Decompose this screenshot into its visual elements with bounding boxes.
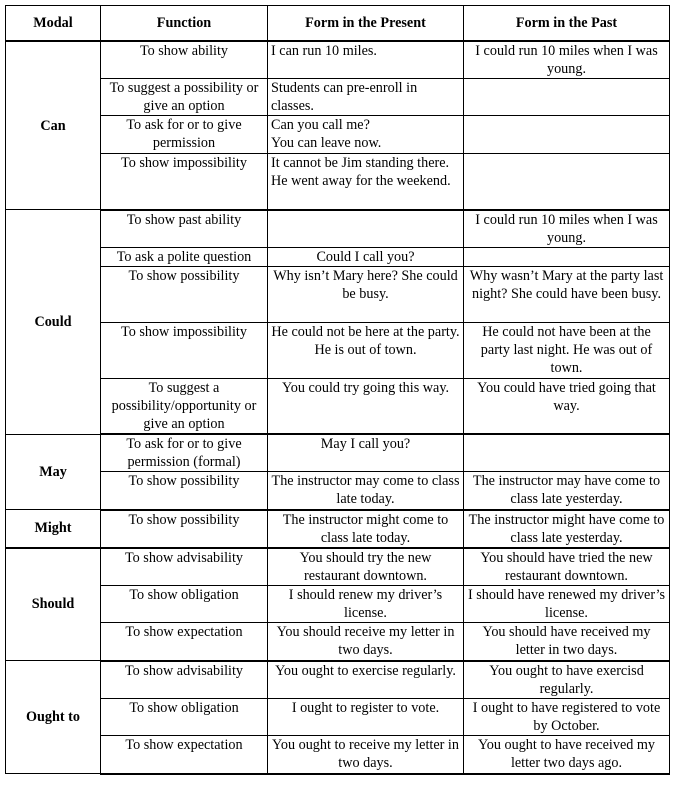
function-cell: To suggest a possibility or give an option [101, 79, 268, 116]
modal-cell: Can [6, 41, 101, 210]
modal-cell: Could [6, 210, 101, 435]
present-cell: May I call you? [268, 434, 464, 472]
present-cell [268, 210, 464, 248]
modal-cell: Ought to [6, 661, 101, 774]
table-row [6, 41, 670, 79]
present-cell: You could try going this way. [268, 378, 464, 434]
function-cell: To show advisability [101, 661, 268, 699]
header-past: Form in the Past [464, 6, 670, 42]
function-cell: To show impossibility [101, 322, 268, 378]
present-cell: Students can pre-enroll in classes. [268, 79, 464, 116]
past-cell: You should have tried the new restaurant downtown. [464, 548, 670, 586]
header-present: Form in the Present [268, 6, 464, 42]
past-cell: Why wasn’t Mary at the party last night? She could have been busy. [464, 266, 670, 322]
function-cell: To show obligation [101, 586, 268, 623]
table-row [6, 378, 670, 434]
header-modal: Modal [6, 6, 101, 42]
present-cell: I ought to register to vote. [268, 699, 464, 736]
header-function: Function [101, 6, 268, 42]
past-cell [464, 154, 670, 210]
header-row [6, 6, 670, 42]
past-cell: He could not have been at the party last night. He was out of town. [464, 322, 670, 378]
past-cell [464, 79, 670, 116]
present-cell: You should receive my letter in two days. [268, 623, 464, 661]
present-cell: It cannot be Jim standing there. He went away for the weekend. [268, 154, 464, 210]
table-row [6, 736, 670, 774]
table-row [6, 548, 670, 586]
past-cell [464, 434, 670, 472]
table-row [6, 661, 670, 699]
function-cell: To ask for or to give permission (formal) [101, 434, 268, 472]
present-cell: Why isn’t Mary here? She could be busy. [268, 266, 464, 322]
function-cell: To show possibility [101, 472, 268, 510]
present-cell: I should renew my driver’s license. [268, 586, 464, 623]
past-cell: I could run 10 miles when I was young. [464, 41, 670, 79]
table-row [6, 322, 670, 378]
past-cell: I ought to have registered to vote by October. [464, 699, 670, 736]
past-cell: I should have renewed my driver’s license. [464, 586, 670, 623]
past-cell: The instructor may have come to class late yesterday. [464, 472, 670, 510]
present-cell: The instructor might come to class late today. [268, 510, 464, 548]
modal-cell: May [6, 434, 101, 510]
table-row [6, 247, 670, 266]
table-row [6, 623, 670, 661]
function-cell: To ask for or to give permission [101, 116, 268, 154]
past-cell: I could run 10 miles when I was young. [464, 210, 670, 248]
function-cell: To show possibility [101, 510, 268, 548]
function-cell: To show ability [101, 41, 268, 79]
function-cell: To show advisability [101, 548, 268, 586]
modal-cell: Should [6, 548, 101, 661]
table-row [6, 472, 670, 510]
past-cell: You ought to have received my letter two days ago. [464, 736, 670, 774]
function-cell: To show expectation [101, 736, 268, 774]
present-cell: You ought to exercise regularly. [268, 661, 464, 699]
past-cell: The instructor might have come to class late yesterday. [464, 510, 670, 548]
table-row [6, 510, 670, 548]
table-row [6, 434, 670, 472]
past-cell: You could have tried going that way. [464, 378, 670, 434]
present-cell: The instructor may come to class late today. [268, 472, 464, 510]
past-cell: You ought to have exercisd regularly. [464, 661, 670, 699]
table-row [6, 699, 670, 736]
function-cell: To show impossibility [101, 154, 268, 210]
function-cell: To ask a polite question [101, 247, 268, 266]
table-row [6, 116, 670, 154]
function-cell: To show possibility [101, 266, 268, 322]
present-cell: You ought to receive my letter in two days. [268, 736, 464, 774]
present-cell: Could I call you? [268, 247, 464, 266]
table-row [6, 266, 670, 322]
table-row [6, 586, 670, 623]
function-cell: To suggest a possibility/opportunity or give an option [101, 378, 268, 434]
past-cell [464, 116, 670, 154]
present-cell: Can you call me? You can leave now. [268, 116, 464, 154]
modal-cell: Might [6, 510, 101, 548]
modals-table [5, 5, 670, 775]
past-cell [464, 247, 670, 266]
table-row [6, 154, 670, 210]
function-cell: To show past ability [101, 210, 268, 248]
past-cell: You should have received my letter in two days. [464, 623, 670, 661]
present-cell: He could not be here at the party. He is out of town. [268, 322, 464, 378]
present-cell: I can run 10 miles. [268, 41, 464, 79]
function-cell: To show expectation [101, 623, 268, 661]
table-row [6, 210, 670, 248]
table-row [6, 79, 670, 116]
function-cell: To show obligation [101, 699, 268, 736]
present-cell: You should try the new restaurant downtown. [268, 548, 464, 586]
